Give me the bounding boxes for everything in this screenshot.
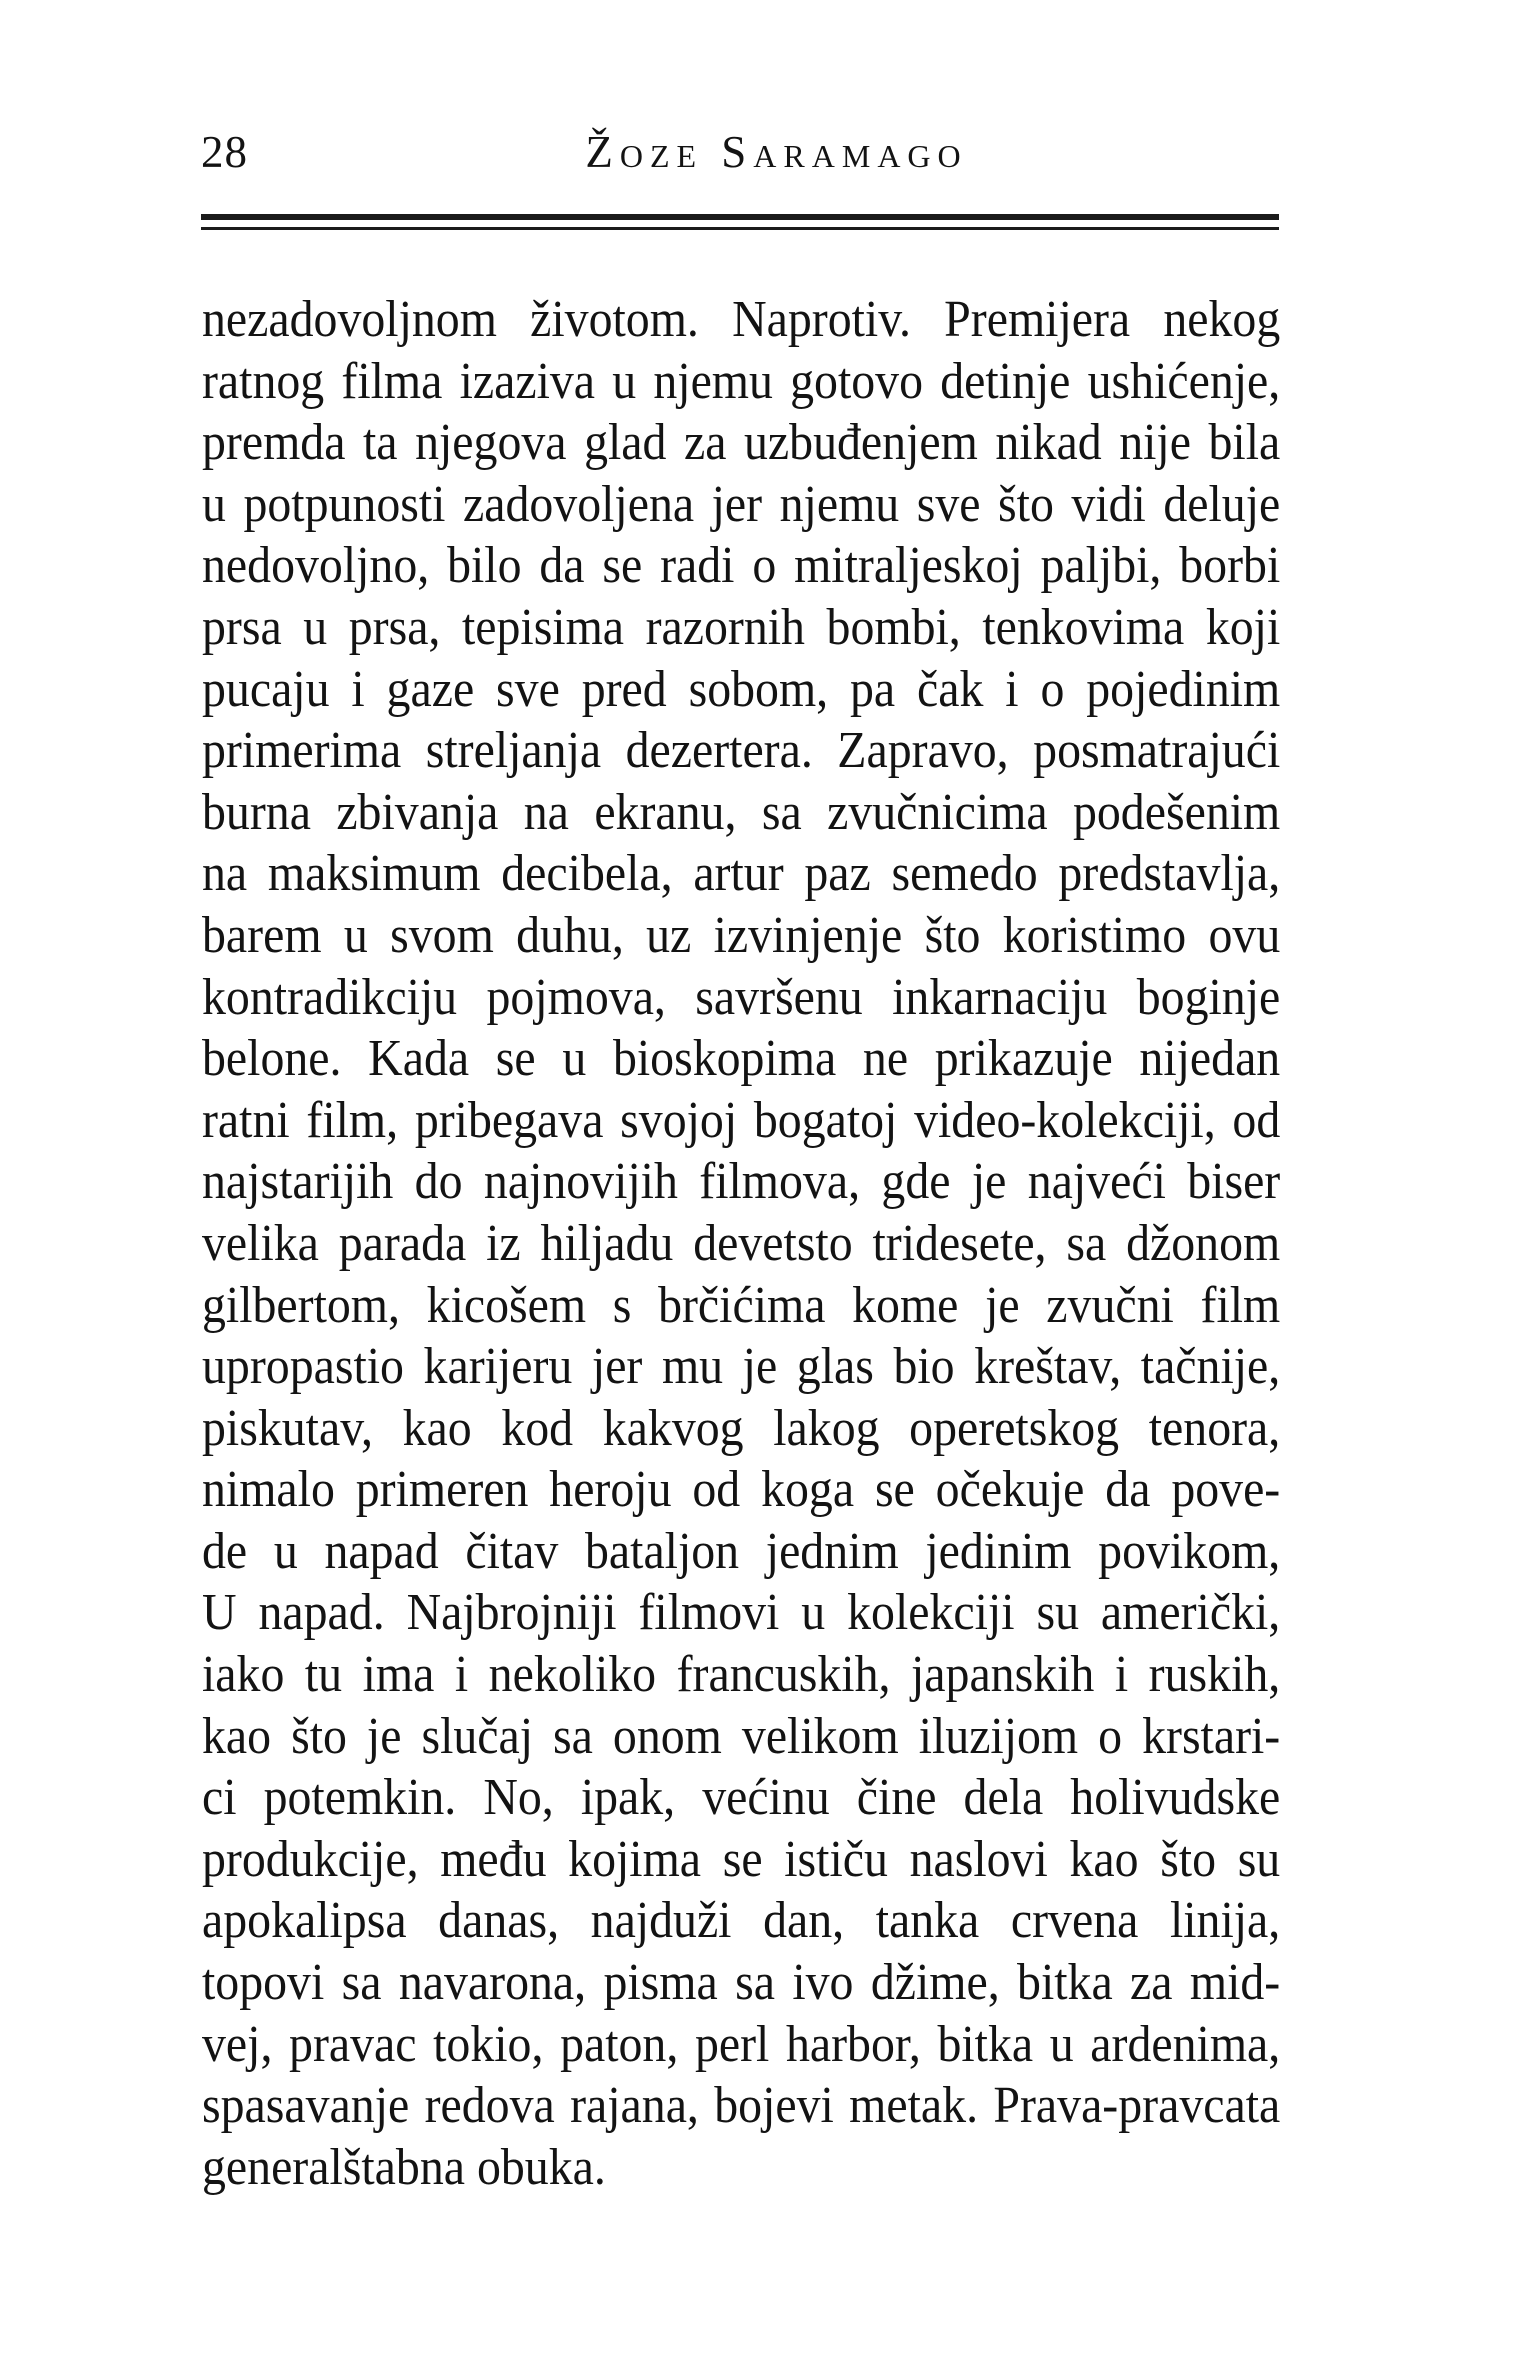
text-line: topovi sa navarona, pisma sa ivo džime, bitka za mid- bbox=[202, 1954, 1281, 2012]
text-line: pucaju i gaze sve pred sobom, pa čak i o pojedinim bbox=[202, 660, 1281, 718]
text-line: nezadovoljnom životom. Naprotiv. Premijera nekog bbox=[202, 291, 1281, 348]
text-line: ratni film, pribegava svojoj bogatoj video-kolekciji, od bbox=[202, 1091, 1281, 1149]
text-line: apokalipsa danas, najduži dan, tanka crvena linija, bbox=[202, 1892, 1281, 1950]
text-line: kao što je slučaj sa onom velikom iluzijom o krstari- bbox=[202, 1707, 1281, 1765]
text-line: ci potemkin. No, ipak, većinu čine dela holivudske bbox=[202, 1769, 1281, 1827]
text-line: nimalo primeren heroju od koga se očekuje da pove- bbox=[202, 1461, 1281, 1519]
text-line: prsa u prsa, tepisima razornih bombi, tenkovima koji bbox=[202, 598, 1281, 656]
text-line: produkcije, među kojima se ističu naslovi kao što su bbox=[202, 1830, 1281, 1888]
text-line: premda ta njegova glad za uzbuđenjem nikad nije bila bbox=[202, 414, 1281, 472]
text-line: nedovoljno, bilo da se radi o mitraljeskoj paljbi, borbi bbox=[202, 537, 1281, 595]
text-line: vej, pravac tokio, paton, perl harbor, bitka u ardenima, bbox=[202, 2015, 1281, 2073]
text-line: piskutav, kao kod kakvog lakog operetskog tenora, bbox=[202, 1399, 1281, 1457]
text-line: barem u svom duhu, uz izvinjenje što koristimo ovu bbox=[202, 906, 1281, 964]
text-line: spasavanje redova rajana, bojevi metak. Prava-pravcata bbox=[202, 2077, 1281, 2135]
text-line: upropastio karijeru jer mu je glas bio kreštav, tačnije, bbox=[202, 1338, 1281, 1396]
running-title: Žoze Saramago bbox=[585, 127, 968, 177]
text-line: velika parada iz hiljadu devetsto tridesete, sa džonom bbox=[202, 1214, 1281, 1272]
text-line: u potpunosti zadovoljena jer njemu sve što vidi deluje bbox=[202, 475, 1281, 533]
text-line: gilbertom, kicošem s brčićima kome je zvučni film bbox=[202, 1276, 1281, 1334]
page-header bbox=[0, 126, 1535, 182]
text-line: primerima streljanja dezertera. Zapravo, posmatrajući bbox=[202, 722, 1281, 780]
text-line: belone. Kada se u bioskopima ne prikazuje nijedan bbox=[202, 1030, 1281, 1088]
text-line: de u napad čitav bataljon jednim jedinim povikom, bbox=[202, 1522, 1281, 1580]
text-line: najstarijih do najnovijih filmova, gde je najveći biser bbox=[202, 1153, 1281, 1211]
text-line: U napad. Najbrojniji filmovi u kolekciji su američki, bbox=[202, 1584, 1281, 1642]
body-text bbox=[202, 289, 1280, 2198]
text-line: iako tu ima i nekoliko francuskih, japanskih i ruskih, bbox=[202, 1646, 1281, 1704]
text-line: ratnog filma izaziva u njemu gotovo detinje ushićenje, bbox=[202, 352, 1281, 410]
text-line: na maksimum decibela, artur paz semedo predstavlja, bbox=[202, 845, 1281, 903]
page-number: 28 bbox=[201, 127, 248, 177]
text-line: burna zbivanja na ekranu, sa zvučnicima podešenim bbox=[202, 783, 1281, 841]
text-line: kontradikciju pojmova, savršenu inkarnaciju boginje bbox=[202, 968, 1281, 1026]
header-divider-rule bbox=[201, 214, 1279, 230]
text-line: generalštabna obuka. bbox=[202, 2138, 606, 2196]
